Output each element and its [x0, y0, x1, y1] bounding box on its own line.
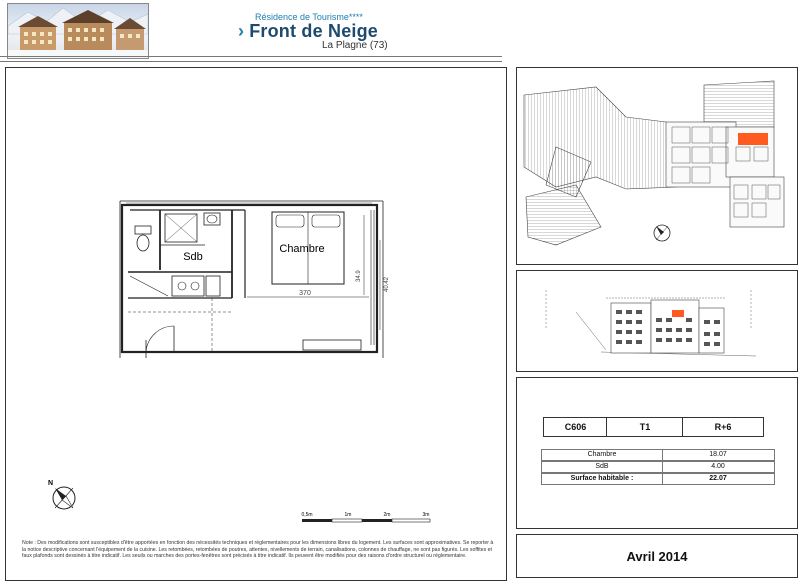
chevron-right-icon: ›: [238, 21, 245, 41]
legal-note: Note : Des modifications sont susceptibles d'être apportées en fonction des nécessités techniques et réglementaires pour les dimensions libres du logement. Les surfaces sont approximatives. Se reporter à la notice descriptive concernant l'équipement de la cuisine. Les retombées, retombées de poutres, attentes, nivellements de terrain, canalisations, colonnes de chauffage, ne sont pas figurés. Les soffites et faux plafonds sont dessinés à titre indicatif. Les seuils ou marches des portes-fenêtres sont précisés à titre indicatif. Ils peuvent être modifiés pour des raisons d'ordre structurel ou réglementaire.: [22, 540, 494, 560]
surface-value: 4.00: [711, 463, 725, 470]
surface-total-label: Surface habitable :: [570, 475, 634, 482]
unit-floor: R+6: [682, 417, 764, 437]
scale-bar: [302, 519, 430, 522]
dimension-right-2: 40.42: [384, 276, 390, 292]
surface-label: Chambre: [587, 451, 617, 458]
unit-highlight-elevation: [672, 310, 684, 317]
unit-highlight-site: [738, 133, 768, 145]
surface-total-row: [541, 473, 775, 485]
surface-label: SdB: [595, 463, 609, 470]
dimension-width: 370: [299, 290, 311, 297]
scale-label-1: 1m: [344, 512, 352, 518]
residence-name-text: Front de Neige: [249, 21, 379, 41]
room-label-sdb: Sdb: [183, 251, 203, 263]
dimension-right-1: 34.9: [356, 270, 362, 282]
scale-label-2: 2m: [383, 512, 391, 518]
unit-code: C606: [543, 417, 608, 437]
unit-type: T1: [606, 417, 684, 437]
surface-value: 18.07: [709, 451, 727, 458]
room-label-chambre: Chambre: [279, 243, 325, 255]
surface-row: [541, 449, 775, 461]
site-plan-drawing: [516, 67, 796, 263]
scale-label-3: 3m: [422, 512, 430, 518]
surface-row: [541, 461, 775, 473]
compass-north-label: N: [48, 480, 54, 487]
residence-location: La Plagne (73): [322, 40, 388, 51]
residence-label: Résidence de Tourisme****: [255, 12, 363, 22]
site-compass-icon: [654, 225, 670, 241]
scale-label-0: 0,5m: [301, 512, 313, 518]
surface-total-value: 22.07: [709, 475, 727, 482]
elevation-drawing: [516, 270, 796, 370]
compass-icon: [53, 487, 75, 509]
date-panel: Avril 2014: [516, 534, 798, 578]
